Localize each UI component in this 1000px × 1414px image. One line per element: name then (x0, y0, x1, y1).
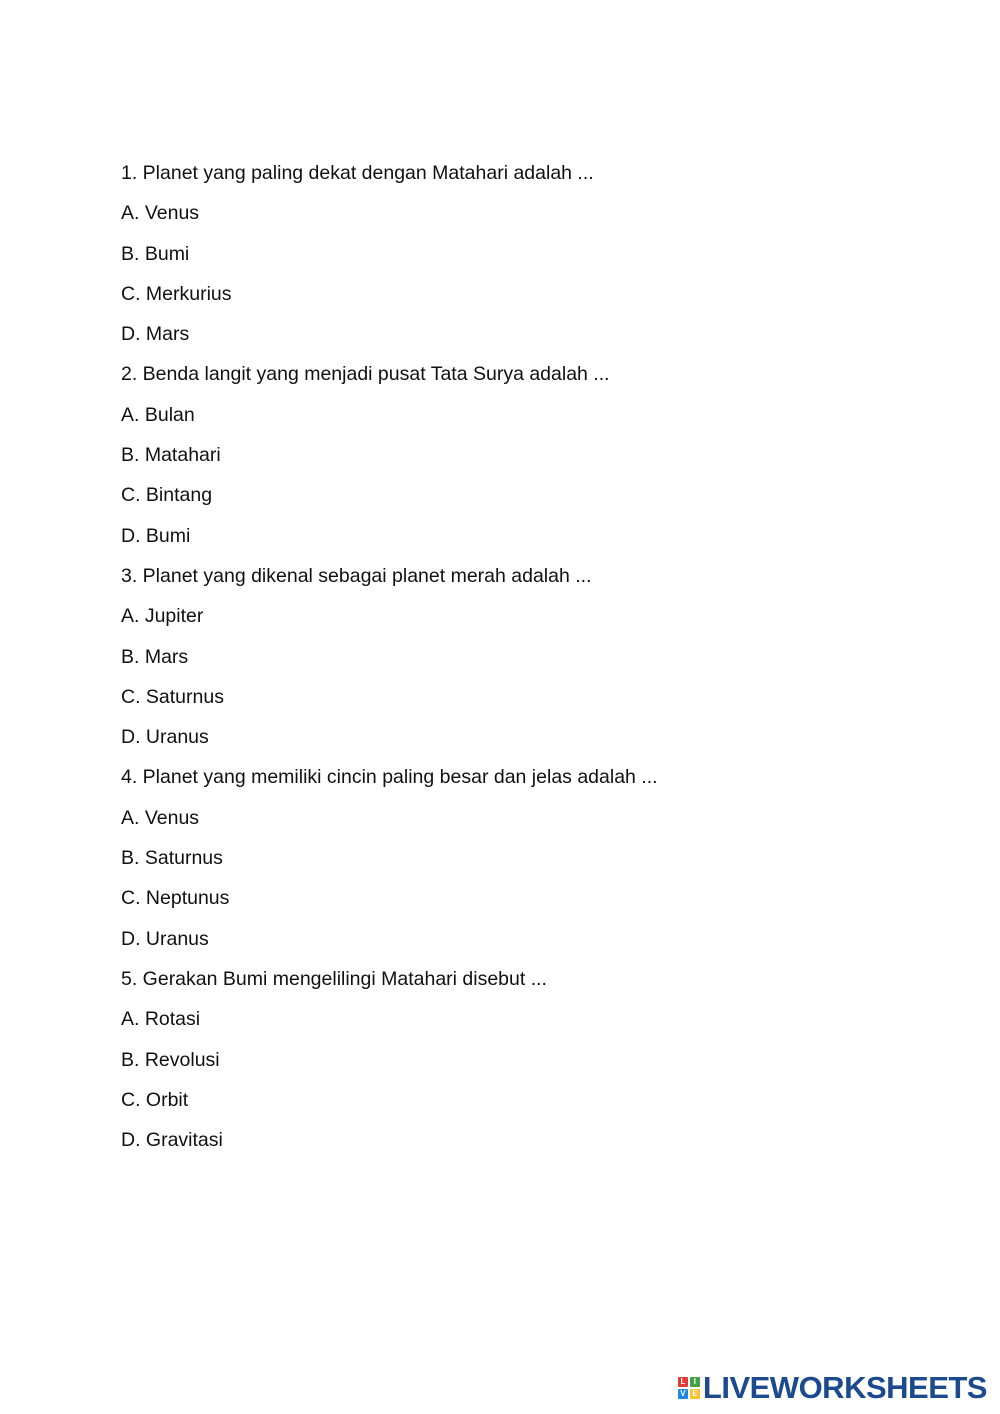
option-1b: B. Bumi (121, 242, 190, 265)
question-3: 3. Planet yang dikenal sebagai planet merah adalah ... (121, 564, 592, 587)
question-4: 4. Planet yang memiliki cincin paling besar dan jelas adalah ... (121, 766, 658, 789)
logo-text: LIVEWORKSHEETS (702, 1370, 987, 1405)
option-5c: C. Orbit (121, 1088, 189, 1111)
option-4c: C. Neptunus (121, 887, 230, 910)
option-1a: A. Venus (121, 202, 200, 225)
option-1d: D. Mars (121, 323, 190, 346)
worksheet (121, 158, 941, 1165)
liveworksheets-mark-icon (678, 1377, 700, 1399)
question-1: 1. Planet yang paling dekat dengan Matahari adalah ... (121, 162, 594, 184)
question-5: 5. Gerakan Bumi mengelilingi Matahari disebut ... (121, 967, 547, 990)
option-2b: B. Matahari (121, 444, 221, 467)
option-1c: C. Merkurius (121, 282, 232, 305)
option-5d: D. Gravitasi (121, 1129, 223, 1152)
option-2a: A. Bulan (121, 403, 195, 426)
option-3d: D. Uranus (121, 726, 209, 749)
option-3c: C. Saturnus (121, 685, 224, 708)
option-4a: A. Venus (121, 806, 200, 829)
option-5b: B. Revolusi (121, 1048, 220, 1071)
logo-mark-i: I (690, 1377, 700, 1387)
option-5a: A. Rotasi (121, 1008, 201, 1031)
option-4b: B. Saturnus (121, 847, 223, 870)
logo-mark-e: E (690, 1389, 700, 1399)
option-2c: C. Bintang (121, 484, 213, 507)
liveworksheets-logo (678, 1372, 987, 1404)
logo-mark-v: V (678, 1389, 688, 1399)
option-2d: D. Bumi (121, 524, 191, 547)
option-4d: D. Uranus (121, 927, 209, 950)
logo-mark-l: L (678, 1377, 688, 1387)
option-3a: A. Jupiter (121, 605, 204, 628)
option-3b: B. Mars (121, 645, 189, 668)
question-2: 2. Benda langit yang menjadi pusat Tata Surya adalah ... (121, 363, 610, 386)
